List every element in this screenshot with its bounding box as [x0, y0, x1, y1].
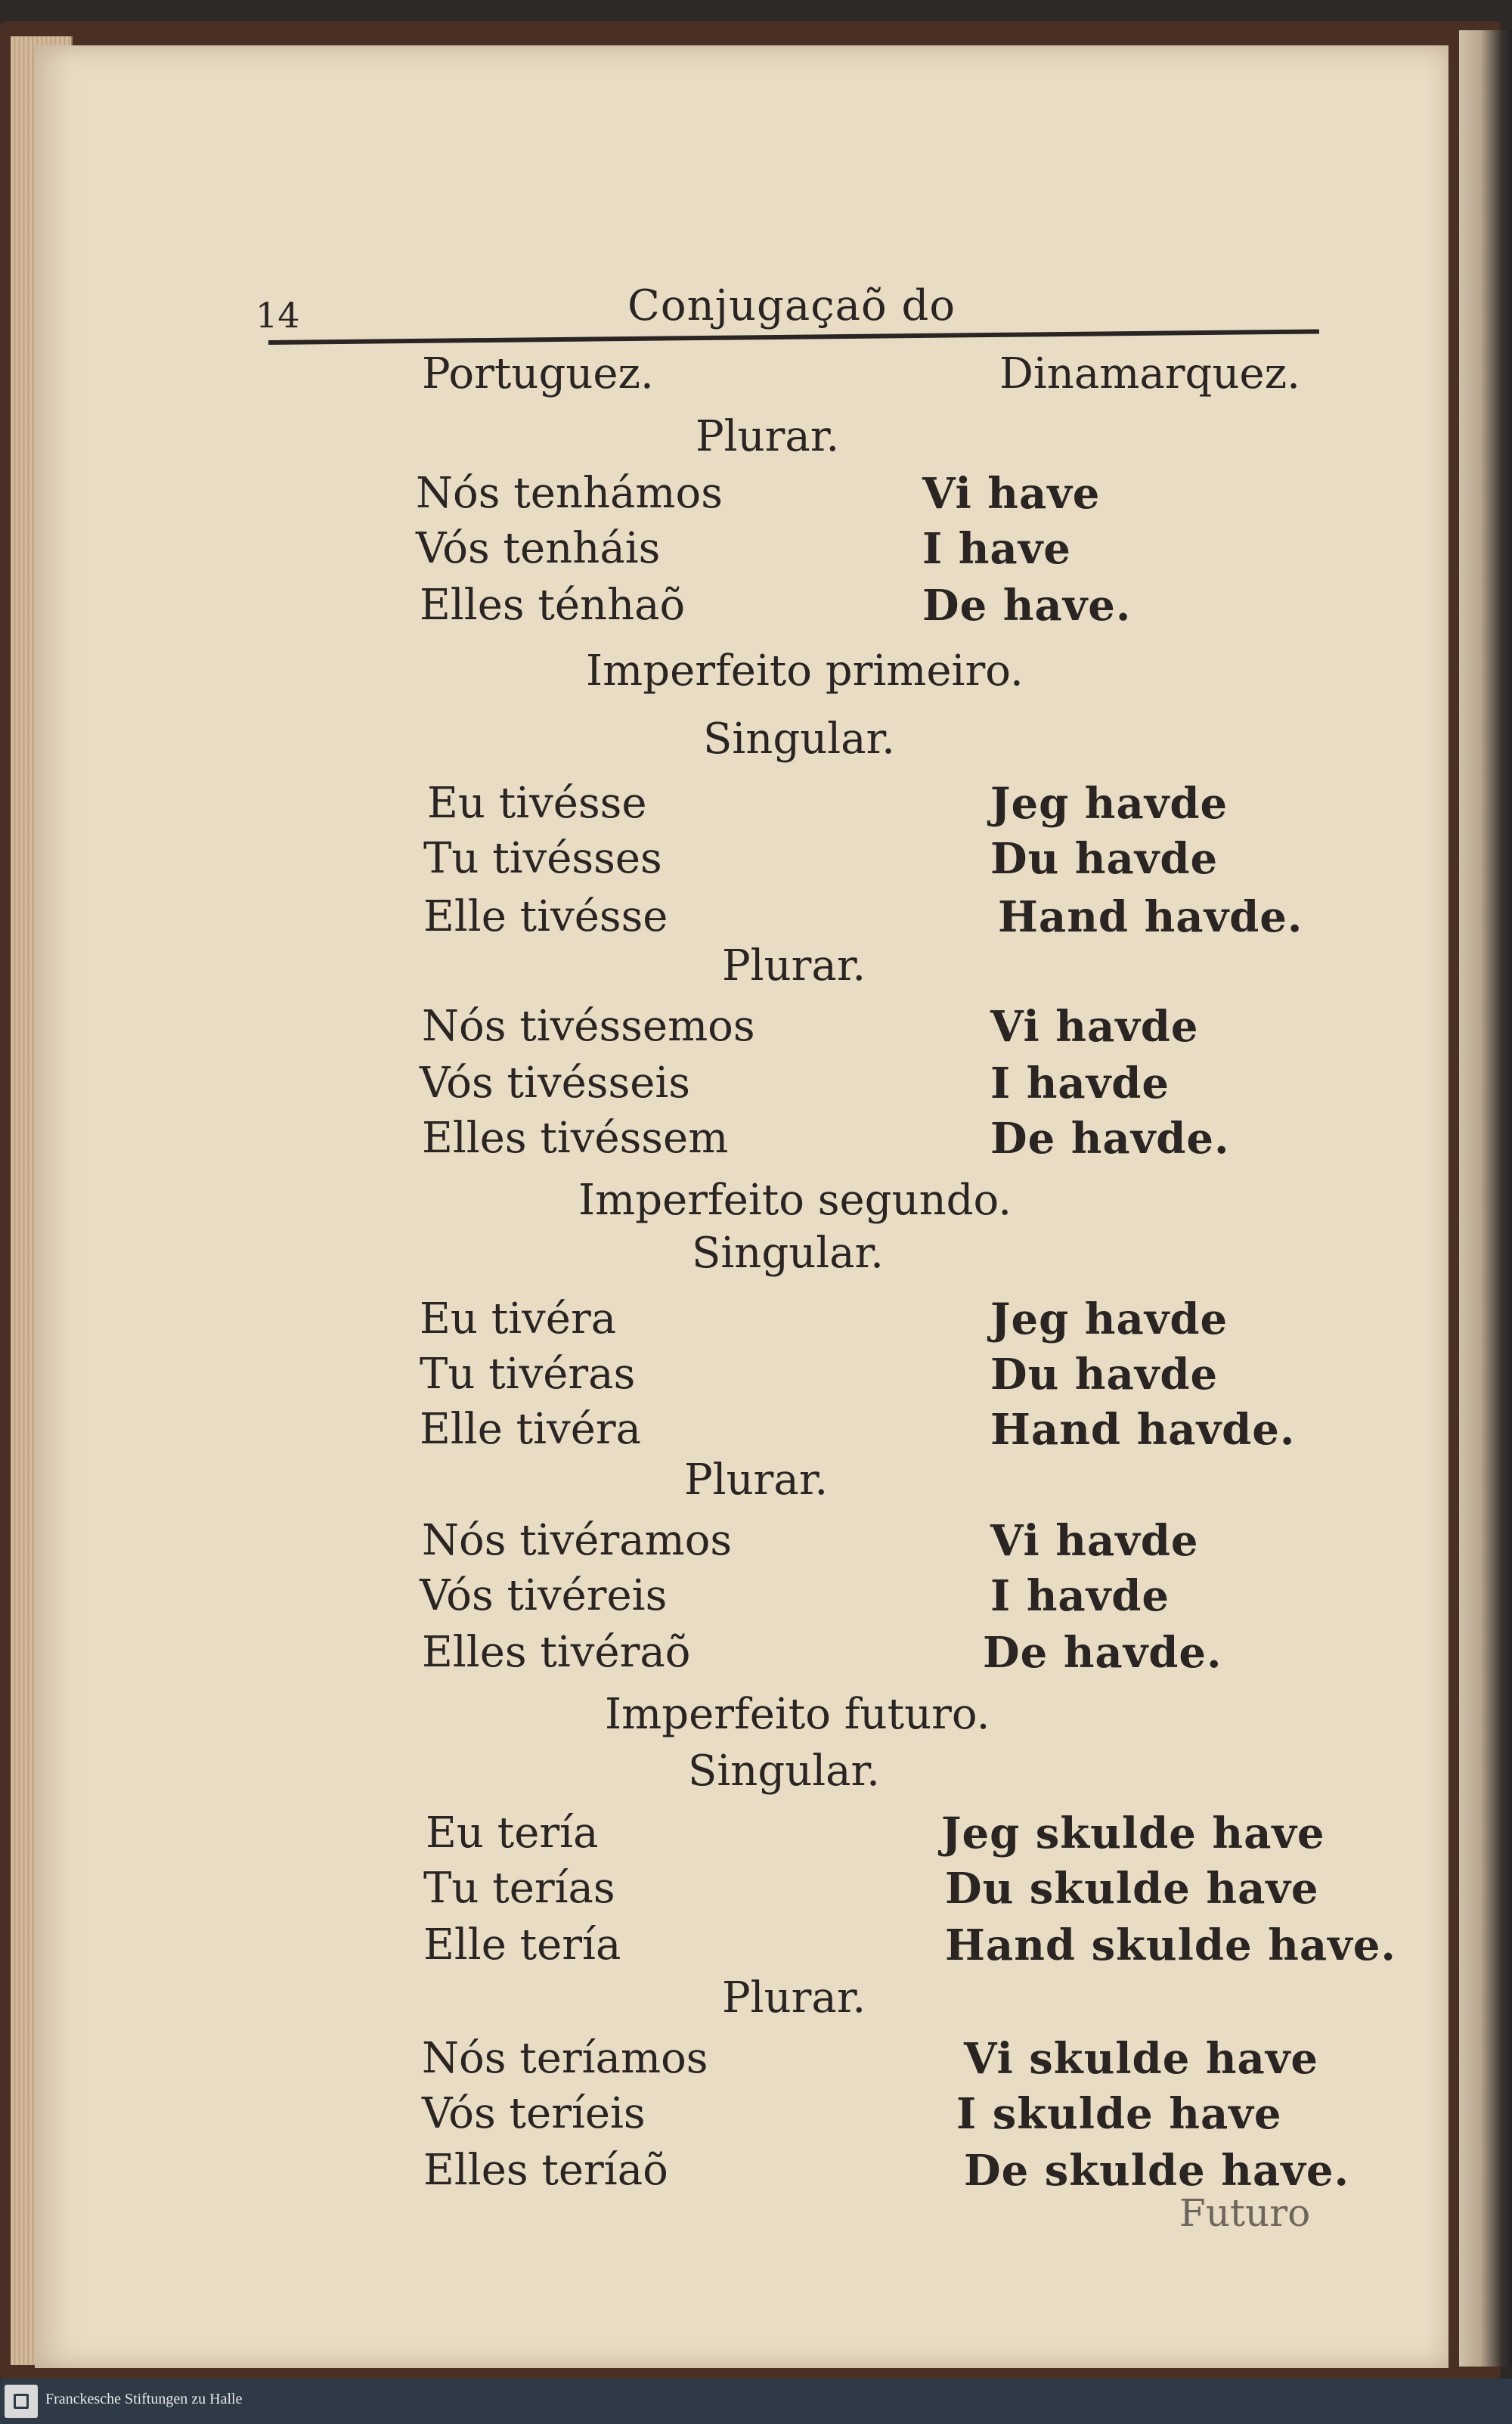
portuguese-form: Eu tivésse [427, 779, 647, 828]
danish-form: I skulde have [956, 2089, 1282, 2139]
portuguese-form: Elle tería [423, 1920, 621, 1970]
danish-form: Hand skulde have. [945, 1920, 1396, 1970]
conjugation-row [0, 1571, 1512, 1624]
conjugation-row [0, 1059, 1512, 1111]
danish-form: I havde [990, 1571, 1170, 1621]
portuguese-form: Nós tenhámos [416, 469, 723, 518]
danish-form: Vi havde [990, 1516, 1199, 1566]
column-heading-portuguese: Portuguez. [422, 349, 654, 398]
danish-form: Jeg havde [990, 1294, 1228, 1344]
section-heading: Plurar. [722, 941, 866, 990]
conjugation-row [0, 469, 1512, 522]
danish-form: Jeg havde [990, 779, 1228, 829]
danish-form: Vi skulde have [964, 2034, 1318, 2084]
danish-form: De havde. [990, 1114, 1230, 1164]
conjugation-row [0, 1864, 1512, 1917]
running-title: Conjugaçaõ do [627, 281, 956, 330]
danish-form: Vi have [922, 469, 1101, 519]
conjugation-row [0, 1920, 1512, 1973]
portuguese-form: Elles tivéssem [422, 1114, 729, 1163]
conjugation-row [0, 1294, 1512, 1347]
portuguese-form: Eu tivéra [420, 1294, 617, 1344]
book-right-edge [1459, 30, 1512, 2367]
section-heading: Imperfeito primeiro. [586, 646, 1024, 696]
conjugation-row [0, 524, 1512, 577]
conjugation-row [0, 1114, 1512, 1167]
danish-form: Du skulde have [945, 1864, 1319, 1914]
danish-form: Du havde [990, 834, 1219, 884]
section-heading: Imperfeito futuro. [605, 1690, 990, 1739]
portuguese-form: Elles ténhaõ [420, 581, 686, 630]
section-heading: Plurar. [722, 1973, 866, 2023]
catchword: Futuro [1179, 2191, 1311, 2235]
page-number: 14 [256, 295, 300, 336]
portuguese-form: Elle tivésse [423, 892, 668, 941]
conjugation-row [0, 1405, 1512, 1458]
conjugation-row [0, 834, 1512, 887]
danish-form: De have. [922, 581, 1132, 631]
column-heading-danish: Dinamarquez. [999, 349, 1300, 398]
footer-bar [0, 2379, 1512, 2424]
danish-form: Vi havde [990, 1002, 1199, 1052]
danish-form: Du havde [990, 1350, 1219, 1400]
conjugation-row [0, 1628, 1512, 1681]
danish-form: De havde. [983, 1628, 1222, 1678]
library-logo-icon [5, 2385, 38, 2418]
section-subheading: Singular. [703, 714, 895, 764]
conjugation-row [0, 2089, 1512, 2142]
section-subheading: Singular. [688, 1747, 880, 1796]
danish-form: De skulde have. [964, 2146, 1349, 2196]
portuguese-form: Vós teríeis [422, 2089, 646, 2138]
portuguese-form: Tu tivésses [423, 834, 662, 883]
danish-form: I havde [990, 1059, 1170, 1108]
conjugation-row [0, 779, 1512, 832]
section-heading: Imperfeito segundo. [578, 1176, 1012, 1225]
portuguese-form: Tu tivéras [420, 1350, 636, 1399]
portuguese-form: Vós tivésseis [420, 1059, 691, 1108]
footer-credit: Franckesche Stiftungen zu Halle [45, 2391, 243, 2407]
conjugation-row [0, 1002, 1512, 1055]
conjugation-row [0, 892, 1512, 945]
portuguese-form: Tu terías [423, 1864, 615, 1913]
portuguese-form: Elles tivéraõ [422, 1628, 691, 1677]
portuguese-form: Eu tería [426, 1809, 599, 1858]
danish-form: Hand havde. [990, 1405, 1296, 1455]
danish-form: I have [922, 524, 1071, 574]
portuguese-form: Nós tivéssemos [422, 1002, 755, 1051]
section-heading: Plurar. [696, 412, 840, 461]
section-heading: Plurar. [684, 1455, 829, 1505]
section-subheading: Singular. [692, 1229, 884, 1278]
portuguese-form: Vós tenháis [416, 524, 661, 573]
conjugation-row [0, 581, 1512, 634]
portuguese-form: Nós tivéramos [422, 1516, 733, 1565]
conjugation-row [0, 1350, 1512, 1403]
conjugation-row [0, 1516, 1512, 1569]
portuguese-form: Elles teríaõ [423, 2146, 668, 2195]
danish-form: Hand havde. [998, 892, 1303, 942]
danish-form: Jeg skulde have [941, 1809, 1325, 1858]
conjugation-row [0, 1809, 1512, 1861]
portuguese-form: Nós teríamos [422, 2034, 708, 2083]
portuguese-form: Elle tivéra [420, 1405, 641, 1454]
conjugation-row [0, 2034, 1512, 2087]
portuguese-form: Vós tivéreis [420, 1571, 668, 1620]
